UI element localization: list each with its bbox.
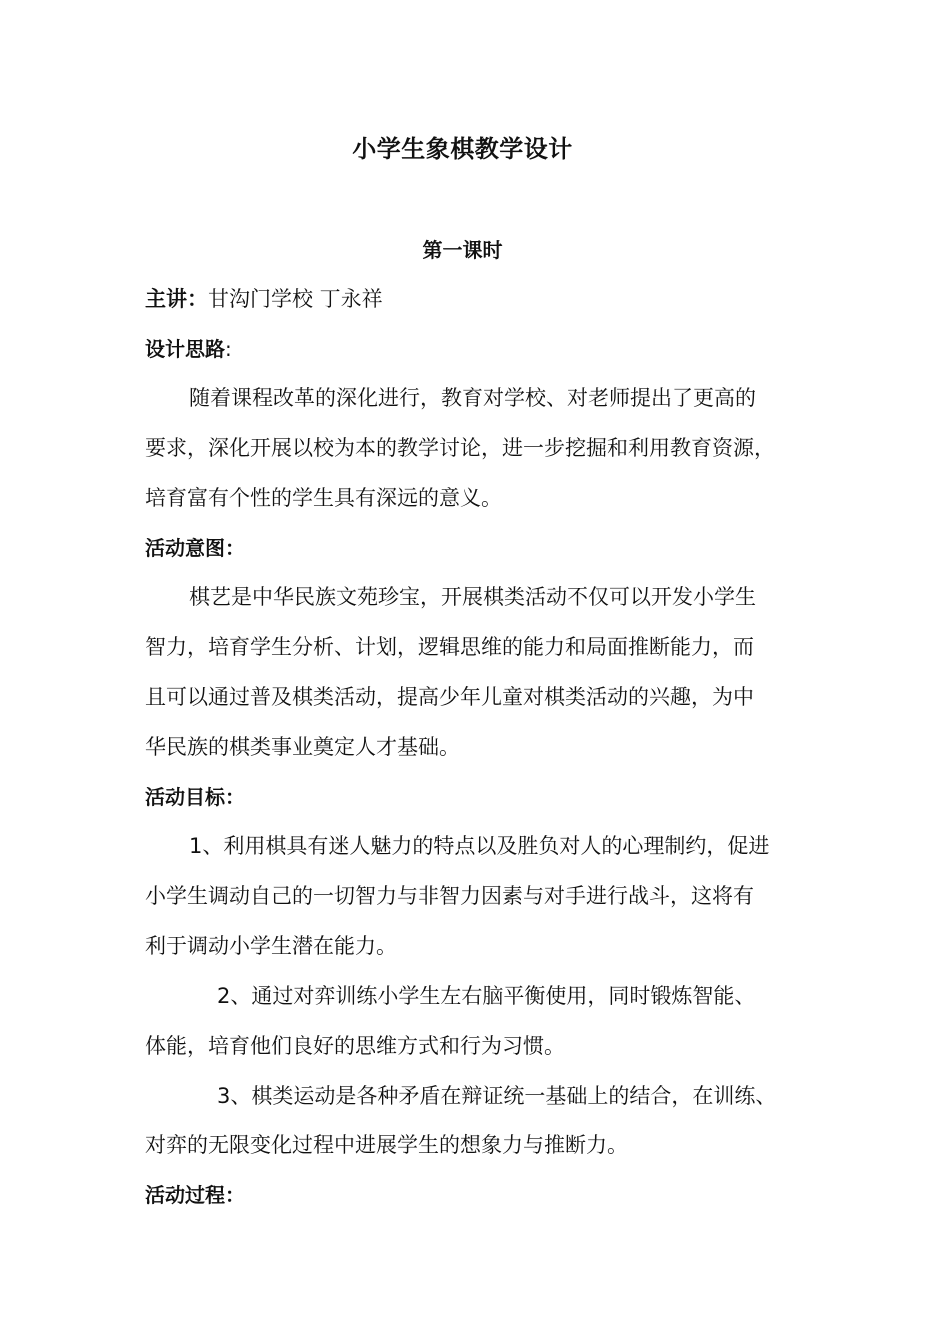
paragraph-line: 培育富有个性的学生具有深远的意义。	[145, 486, 502, 510]
goal-line: 利于调动小学生潜在能力。	[145, 934, 397, 958]
goal-line: 1、利用棋具有迷人魅力的特点以及胜负对人的心理制约，促进	[189, 834, 770, 858]
paragraph-line: 华民族的棋类事业奠定人才基础。	[145, 735, 460, 759]
lesson-subtitle: 第一课时	[422, 238, 503, 262]
paragraph-line: 要求，深化开展以校为本的教学讨论，进一步挖掘和利用教育资源，	[145, 436, 775, 460]
goal-line: 体能，培育他们良好的思维方式和行为习惯。	[145, 1034, 565, 1058]
document-title: 小学生象棋教学设计	[352, 135, 573, 163]
section-heading-process: 活动过程：	[145, 1183, 245, 1207]
paragraph-line: 智力，培育学生分析、计划，逻辑思维的能力和局面推断能力，而	[145, 635, 754, 659]
paragraph-line: 随着课程改革的深化进行，教育对学校、对老师提出了更高的	[189, 386, 756, 410]
goal-line: 小学生调动自己的一切智力与非智力因素与对手进行战斗，这将有	[145, 884, 754, 908]
section-heading-intent: 活动意图：	[145, 536, 245, 560]
goal-line: 对弈的无限变化过程中进展学生的想象力与推断力。	[145, 1133, 628, 1157]
section-heading-design	[145, 334, 232, 364]
speaker-label: 主讲：	[145, 287, 208, 311]
section-heading-goals: 活动目标：	[145, 785, 245, 809]
speaker-value: 甘沟门学校 丁永祥	[208, 287, 383, 311]
paragraph-line: 棋艺是中华民族文苑珍宝，开展棋类活动不仅可以开发小学生	[189, 585, 756, 609]
goal-line: 3、棋类运动是各种矛盾在辩证统一基础上的结合，在训练、	[217, 1084, 777, 1108]
speaker-line	[145, 284, 383, 314]
paragraph-line: 且可以通过普及棋类活动，提高少年儿童对棋类活动的兴趣，为中	[145, 685, 754, 709]
section-heading-design-suffix: :	[225, 337, 232, 361]
section-heading-design-text: 设计思路	[145, 337, 225, 361]
goal-line: 2、通过对弈训练小学生左右脑平衡使用，同时锻炼智能、	[217, 984, 756, 1008]
